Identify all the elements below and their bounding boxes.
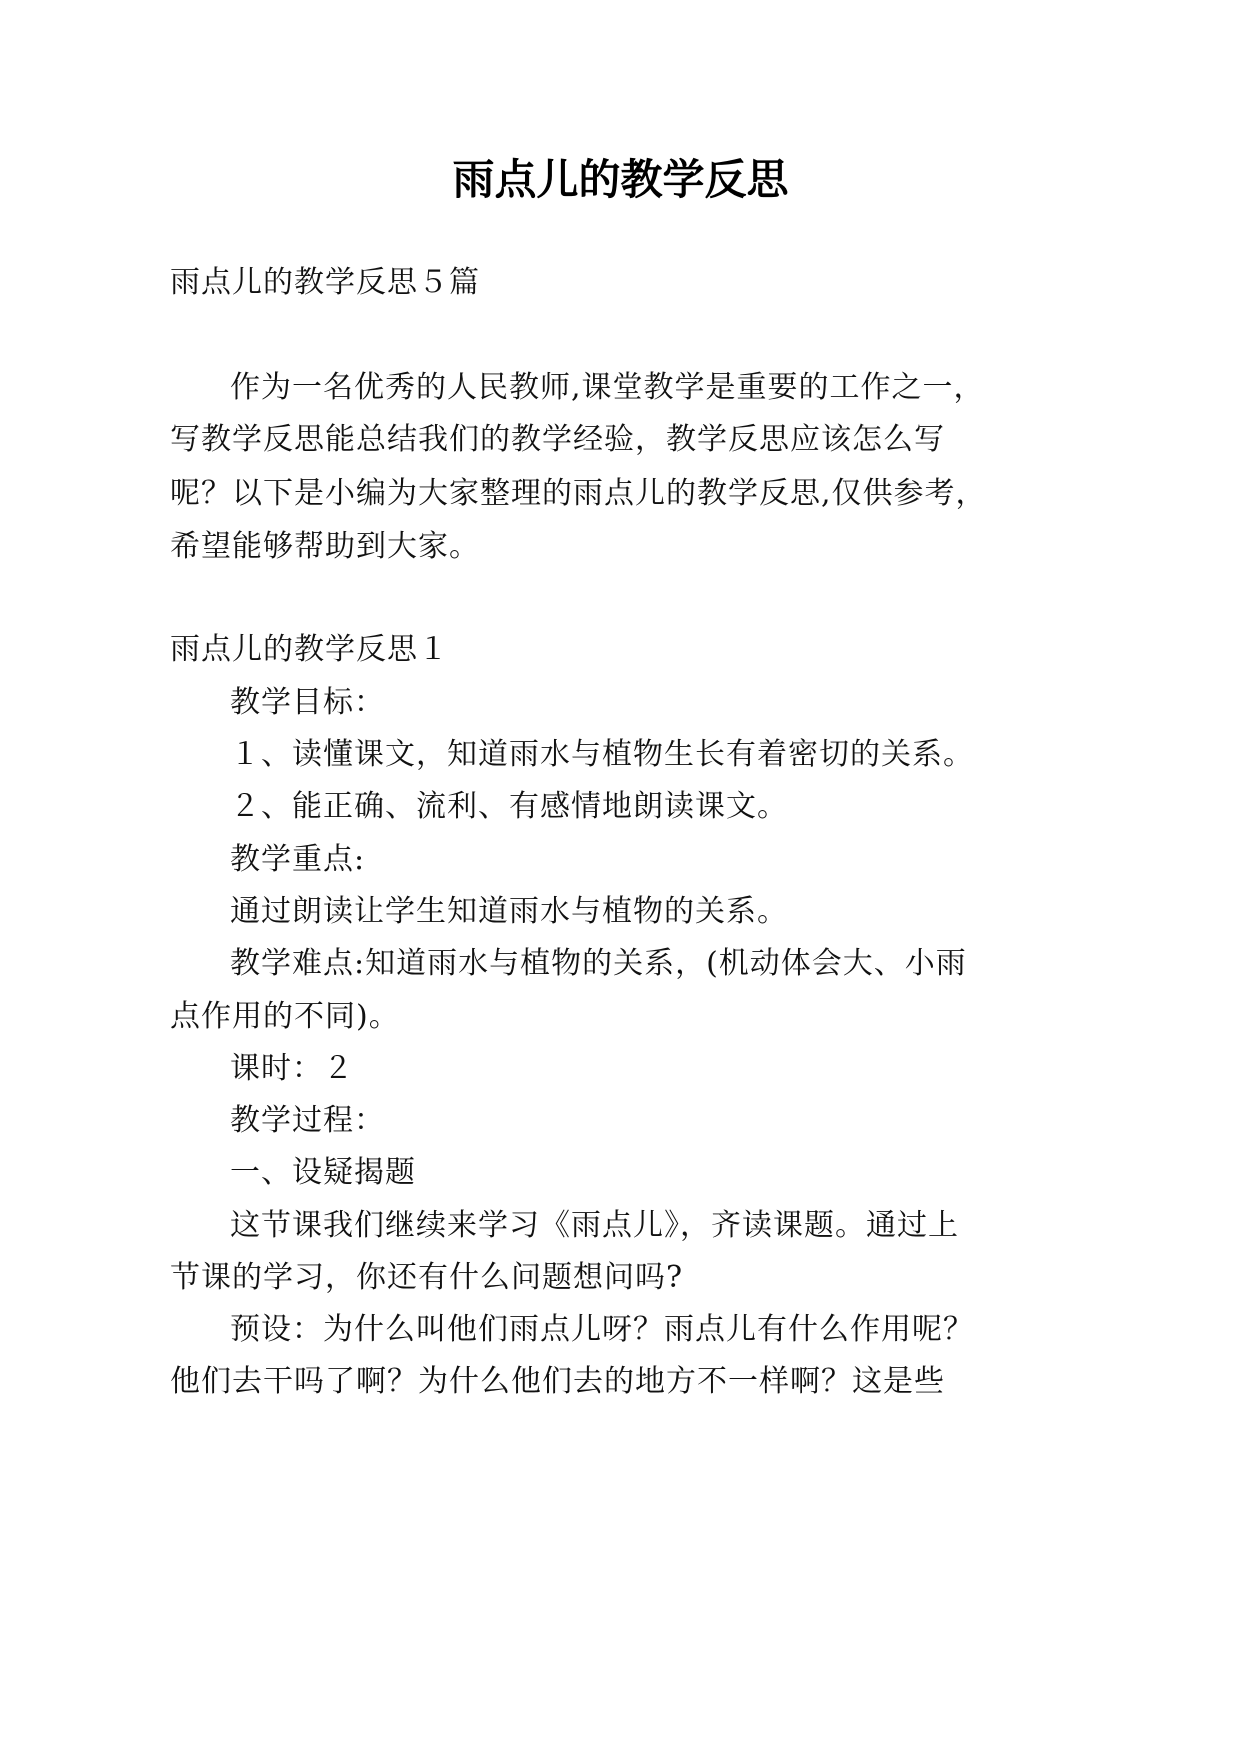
body-line-4: 教学重点:: [230, 842, 366, 877]
intro-line-4: 希望能够帮助到大家。: [170, 529, 480, 564]
body-line-8: 课时：２: [230, 1051, 354, 1086]
section-heading: 雨点儿的教学反思１: [170, 632, 449, 667]
intro-line-1: 作为一名优秀的人民教师,课堂教学是重要的工作之一，: [230, 370, 985, 405]
body-line-11: 这节课我们继续来学习《雨点儿》，齐读课题。通过上: [230, 1208, 959, 1243]
body-line-3: ２、能正确、流利、有感情地朗读课文。: [230, 789, 788, 824]
body-line-2: １、读懂课文，知道雨水与植物生长有着密切的关系。: [230, 737, 974, 772]
body-line-14: 他们去干吗了啊？为什么他们去的地方不一样啊？这是些: [170, 1364, 945, 1399]
document-title: 雨点儿的教学反思: [452, 155, 789, 204]
body-line-13: 预设：为什么叫他们雨点儿呀？雨点儿有什么作用呢？: [230, 1312, 974, 1347]
intro-line-2: 写教学反思能总结我们的教学经验，教学反思应该怎么写: [170, 422, 945, 457]
body-line-1: 教学目标：: [230, 685, 385, 720]
body-line-6: 教学难点:知道雨水与植物的关系，(机动体会大、小雨: [230, 946, 967, 981]
body-line-5: 通过朗读让学生知道雨水与植物的关系。: [230, 894, 788, 929]
intro-line-3: 呢？以下是小编为大家整理的雨点儿的教学反思,仅供参考，: [170, 476, 987, 511]
document-subtitle: 雨点儿的教学反思５篇: [170, 265, 480, 300]
body-line-7: 点作用的不同)。: [170, 999, 400, 1034]
body-line-10: 一、设疑揭题: [230, 1155, 416, 1190]
body-line-9: 教学过程：: [230, 1103, 385, 1138]
body-line-12: 节课的学习，你还有什么问题想问吗?: [170, 1260, 684, 1295]
